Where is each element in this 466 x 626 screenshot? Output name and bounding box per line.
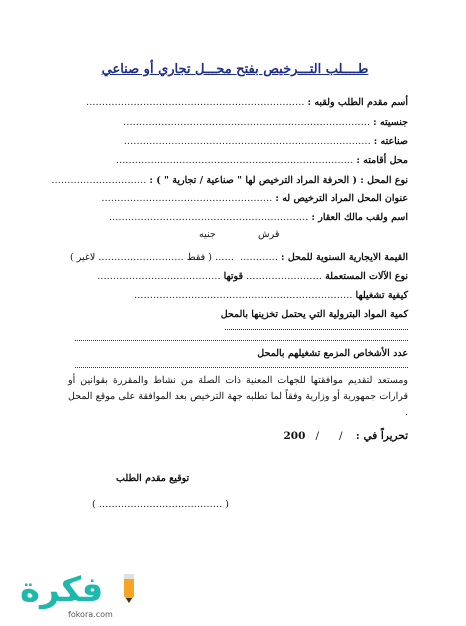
workers-row bbox=[257, 348, 408, 360]
rent-words-close: لاغير ) bbox=[70, 252, 96, 263]
machines-row bbox=[97, 271, 408, 283]
applicant-name-blank[interactable]: …………………………………………………………… bbox=[85, 97, 305, 108]
signature-blank[interactable]: ( ………………………………… ) bbox=[92, 499, 229, 510]
annual-rent-pound-blank[interactable]: …… bbox=[214, 252, 237, 263]
machines-type-blank[interactable]: …………………… bbox=[246, 271, 323, 282]
rent-words-open: ( فقط bbox=[186, 252, 212, 263]
machines-power-label: قوتها bbox=[223, 271, 243, 282]
operation-row bbox=[134, 290, 408, 302]
profession-label: صناعته : bbox=[373, 136, 408, 147]
residence-label: محل أقامته : bbox=[356, 155, 408, 166]
annual-rent-row bbox=[70, 252, 408, 264]
pound-heading: جنيه bbox=[199, 229, 216, 240]
profession-blank[interactable]: …………………………………………………………………… bbox=[123, 136, 371, 147]
annual-rent-label: القيمة الايجارية السنوية للمحل : bbox=[281, 252, 408, 263]
petroleum-blank-line-2[interactable] bbox=[75, 340, 408, 341]
form-title: طــــلب التـــرخيص بفتح محـــل تجاري أو صناعي bbox=[101, 62, 369, 77]
applicant-name-row bbox=[86, 97, 408, 109]
applicant-name-label: أسم مقدم الطلب ولقبه : bbox=[307, 97, 408, 108]
property-owner-blank[interactable]: ……………………………………………………… bbox=[108, 212, 309, 223]
property-owner-label: اسم ولقب مالك العقار : bbox=[311, 212, 408, 223]
logo-url: fokora.com bbox=[68, 610, 113, 619]
date-day-blank[interactable]: / / bbox=[308, 430, 353, 442]
logo-text: فكرة bbox=[20, 570, 104, 610]
rent-words-blank[interactable]: ……………………… bbox=[98, 252, 184, 263]
profession-row bbox=[124, 136, 408, 148]
pencil-icon bbox=[118, 572, 140, 604]
residence-row bbox=[116, 155, 408, 167]
workers-label: عدد الأشخاص المزمع تشغيلهم بالمحل bbox=[257, 348, 408, 359]
declaration-text: ومستعد لتقديم موافقتها للجهات المعنية ذات الصلة من نشاط والمقررة بقوانين أو قرارات جمهورية أو وزارية وفقاً لما تطلبه جهة الترخيص بعد الموافقة على موقع المحل . bbox=[68, 375, 408, 418]
petroleum-blank-line-1[interactable] bbox=[225, 329, 408, 330]
shop-type-blank[interactable]: ………………………… bbox=[51, 175, 147, 186]
shop-address-row bbox=[101, 193, 408, 205]
operation-blank[interactable]: …………………………………………………………… bbox=[134, 290, 353, 301]
petroleum-label: كمية المواد البترولية التي يحتمل تخزينها بالمحل bbox=[220, 309, 408, 320]
workers-blank-line[interactable] bbox=[75, 367, 408, 368]
operation-label: كيفية تشغيلها bbox=[355, 290, 408, 301]
petroleum-row bbox=[221, 309, 408, 321]
shop-type-label: نوع المحل : ( الحرفة المراد الترخيص لها " صناعية / تجارية " ) : bbox=[149, 175, 408, 186]
residence-blank[interactable]: ………………………………………………………………… bbox=[115, 155, 354, 166]
property-owner-row bbox=[109, 212, 408, 224]
shop-type-row bbox=[51, 175, 408, 187]
nationality-row bbox=[123, 117, 408, 129]
machines-power-blank[interactable]: ………………………………… bbox=[97, 271, 221, 282]
nationality-blank[interactable]: …………………………………………………………………… bbox=[123, 117, 371, 128]
date-row bbox=[284, 430, 409, 442]
nationality-label: جنسيته : bbox=[373, 117, 408, 128]
annual-rent-piaster-blank[interactable]: ………… bbox=[240, 252, 278, 263]
signature-label: توقيع مقدم الطلب bbox=[116, 473, 190, 484]
shop-address-label: عنوان المحل المراد الترخيص له : bbox=[275, 193, 408, 204]
date-label: تحريراً في : bbox=[355, 430, 408, 442]
date-year: 200 bbox=[283, 430, 306, 442]
shop-address-blank[interactable]: ……………………………………………… bbox=[101, 193, 273, 204]
piaster-heading: قرش bbox=[258, 229, 280, 240]
fokora-logo bbox=[6, 570, 146, 626]
machines-type-label: نوع الآلات المستعملة bbox=[325, 271, 408, 282]
